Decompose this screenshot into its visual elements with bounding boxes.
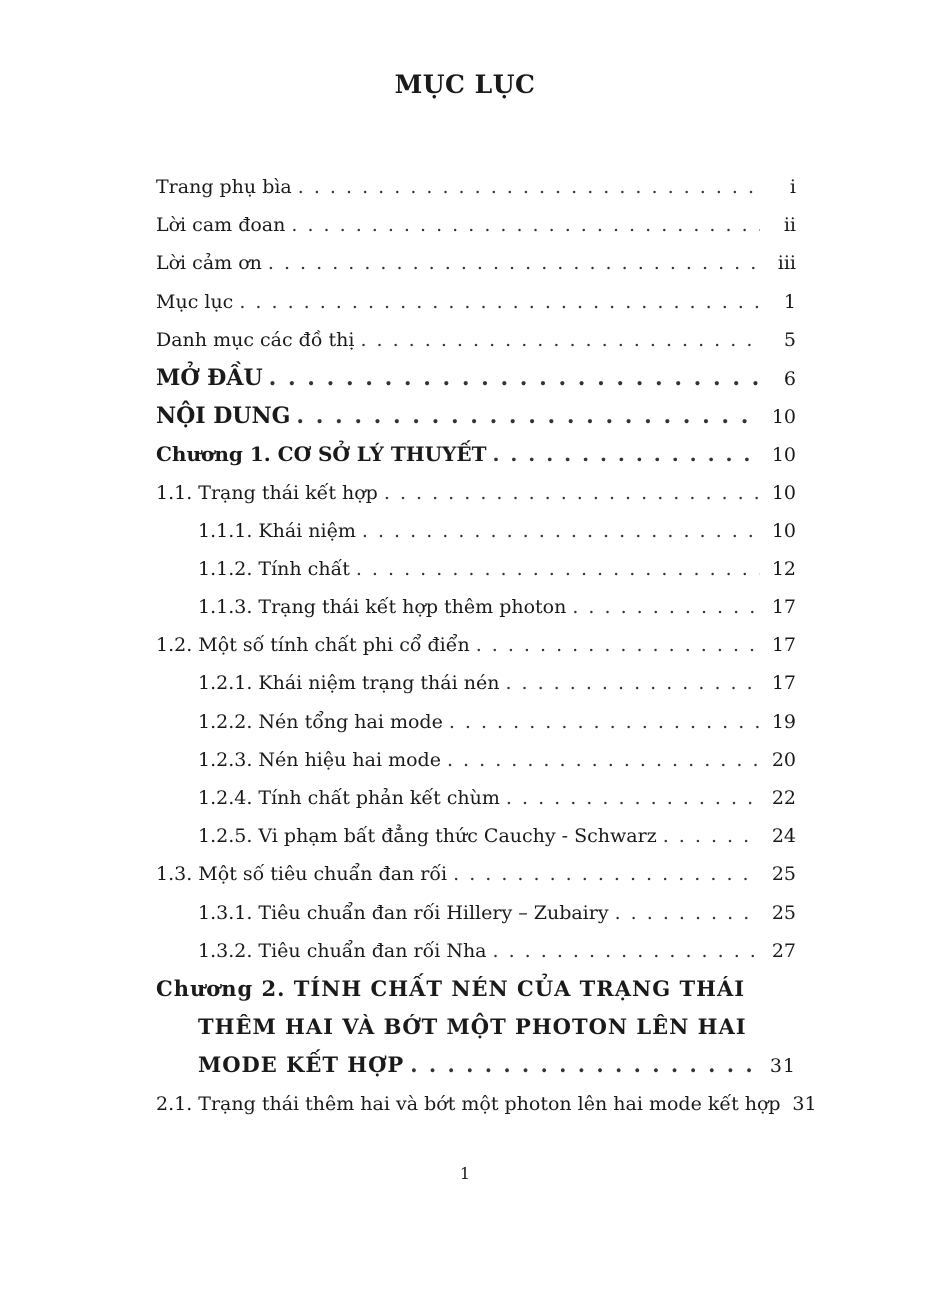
toc-entry-label: 1.1. Trạng thái kết hợp	[156, 481, 378, 504]
toc-entry-label: 1.2.3. Nén hiệu hai mode	[198, 748, 441, 771]
leader-dots	[296, 397, 760, 435]
leader-dots	[269, 359, 760, 397]
toc-entry-label: 1.3.2. Tiêu chuẩn đan rối Nha	[198, 939, 487, 962]
toc-entry-label: 1.2.4. Tính chất phản kết chùm	[198, 787, 500, 809]
toc-entry-page: 12	[771, 557, 796, 580]
page-title: MỤC LỤC	[394, 70, 536, 99]
toc-entry-page: 19	[771, 710, 796, 733]
toc-entry-chapter-2[interactable]	[156, 970, 796, 1085]
toc-entry[interactable]	[156, 855, 796, 893]
toc-entry-label: 1.2.1. Khái niệm trạng thái nén	[198, 672, 500, 695]
toc-entry-page: 24	[771, 825, 796, 848]
leader-dots	[572, 588, 760, 626]
toc-entry-page: 25	[771, 901, 796, 924]
toc-entry-label: 1.2.2. Nén tổng hai mode	[198, 710, 443, 733]
toc-entry[interactable]	[156, 703, 796, 741]
leader-dots	[663, 817, 760, 855]
toc-entry-page: 10	[771, 406, 796, 429]
toc-entry-page: 31	[792, 1092, 817, 1115]
toc-entry-label: 1.1.3. Trạng thái kết hợp thêm photon	[198, 596, 567, 619]
leader-dots	[447, 741, 760, 779]
toc-entry[interactable]	[156, 932, 796, 970]
toc-entry[interactable]	[156, 244, 796, 282]
toc-entry-label: MODE KẾT HỢP	[198, 1052, 405, 1078]
toc-entry-page: 31	[769, 1055, 796, 1078]
toc-entry-label: 2.1. Trạng thái thêm hai và bớt một photon lên hai mode kết hợp	[156, 1092, 781, 1115]
toc-entry[interactable]	[156, 894, 796, 932]
toc-entry-label: Danh mục các đồ thị	[156, 328, 355, 351]
toc-entry[interactable]	[156, 435, 796, 473]
leader-dots	[615, 894, 760, 932]
toc-entry-page: 10	[771, 481, 796, 504]
toc-entry-page: 17	[771, 596, 796, 619]
toc-entry[interactable]	[156, 817, 796, 855]
toc-entry[interactable]	[156, 1085, 817, 1123]
toc-entry-page: 27	[771, 939, 796, 962]
chapter-2-title-line	[156, 1046, 796, 1084]
leader-dots	[239, 283, 760, 321]
leader-dots	[362, 512, 760, 550]
leader-dots	[268, 244, 760, 282]
chapter-2-title-line: THÊM HAI VÀ BỚT MỘT PHOTON LÊN HAI	[198, 1014, 747, 1040]
toc-entry-page: 10	[771, 519, 796, 542]
leader-dots	[410, 1046, 760, 1084]
leader-dots	[360, 321, 760, 359]
leader-dots	[492, 435, 760, 473]
toc-entry-label: Lời cam đoan	[156, 214, 286, 237]
toc-entry-page: 22	[771, 787, 796, 809]
leader-dots	[453, 855, 760, 893]
leader-dots	[505, 664, 760, 702]
toc-entry[interactable]	[156, 626, 796, 664]
toc-entry-page: i	[789, 176, 796, 198]
toc-entry[interactable]	[156, 512, 796, 550]
toc-entry[interactable]	[156, 206, 796, 244]
toc-entry-page: 25	[771, 863, 796, 886]
toc-entry-page: 6	[783, 367, 796, 390]
leader-dots	[291, 206, 760, 244]
toc-entry[interactable]	[156, 474, 796, 512]
leader-dots	[384, 474, 760, 512]
toc-entry-label: Mục lục	[156, 290, 234, 313]
leader-dots	[493, 932, 760, 970]
toc-entry-label: 1.2.5. Vi phạm bất đẳng thức Cauchy - Schwarz	[198, 825, 657, 848]
toc-entry-page: ii	[783, 214, 796, 237]
toc-entry-label: 1.2. Một số tính chất phi cổ điển	[156, 634, 470, 657]
toc-entry[interactable]	[156, 359, 796, 397]
toc-entry[interactable]	[156, 664, 796, 702]
toc-entry-label: Chương 1. CƠ SỞ LÝ THUYẾT	[156, 442, 487, 467]
leader-dots	[476, 626, 760, 664]
toc-entry[interactable]	[156, 779, 796, 817]
toc-entry-label: NỘI DUNG	[156, 403, 291, 430]
leader-dots	[298, 168, 760, 206]
toc-entry-page: iii	[777, 252, 796, 275]
toc-entry-label: MỞ ĐẦU	[156, 364, 263, 391]
toc-entry-label: Lời cảm ơn	[156, 252, 262, 275]
toc-entry[interactable]	[156, 321, 796, 359]
toc-entry[interactable]	[156, 283, 796, 321]
leader-dots	[449, 703, 760, 741]
leader-dots	[356, 550, 760, 588]
toc-entry[interactable]	[156, 397, 796, 435]
chapter-2-title-line: Chương 2. TÍNH CHẤT NÉN CỦA TRẠNG THÁI	[156, 975, 746, 1001]
toc-entry[interactable]	[156, 550, 796, 588]
toc-entry-page: 17	[771, 634, 796, 657]
toc-entry-label: Trang phụ bìa	[156, 176, 292, 198]
toc-entry-page: 20	[771, 748, 796, 771]
toc-entry-page: 10	[771, 444, 796, 467]
toc-entry[interactable]	[156, 741, 796, 779]
toc-entry-label: 1.3.1. Tiêu chuẩn đan rối Hillery – Zubairy	[198, 901, 609, 924]
toc-entry-label: 1.1.1. Khái niệm	[198, 519, 356, 542]
toc-entry-page: 5	[783, 328, 796, 351]
leader-dots	[506, 779, 760, 817]
page-number-footer: 1	[459, 1164, 471, 1183]
toc-entry-label: 1.3. Một số tiêu chuẩn đan rối	[156, 863, 448, 886]
toc-entry-page: 17	[771, 672, 796, 695]
toc-entry[interactable]	[156, 168, 796, 206]
toc-entry[interactable]	[156, 588, 796, 626]
toc-entry-page: 1	[783, 290, 796, 313]
toc-entry-label: 1.1.2. Tính chất	[198, 557, 350, 580]
table-of-contents	[156, 168, 817, 1123]
